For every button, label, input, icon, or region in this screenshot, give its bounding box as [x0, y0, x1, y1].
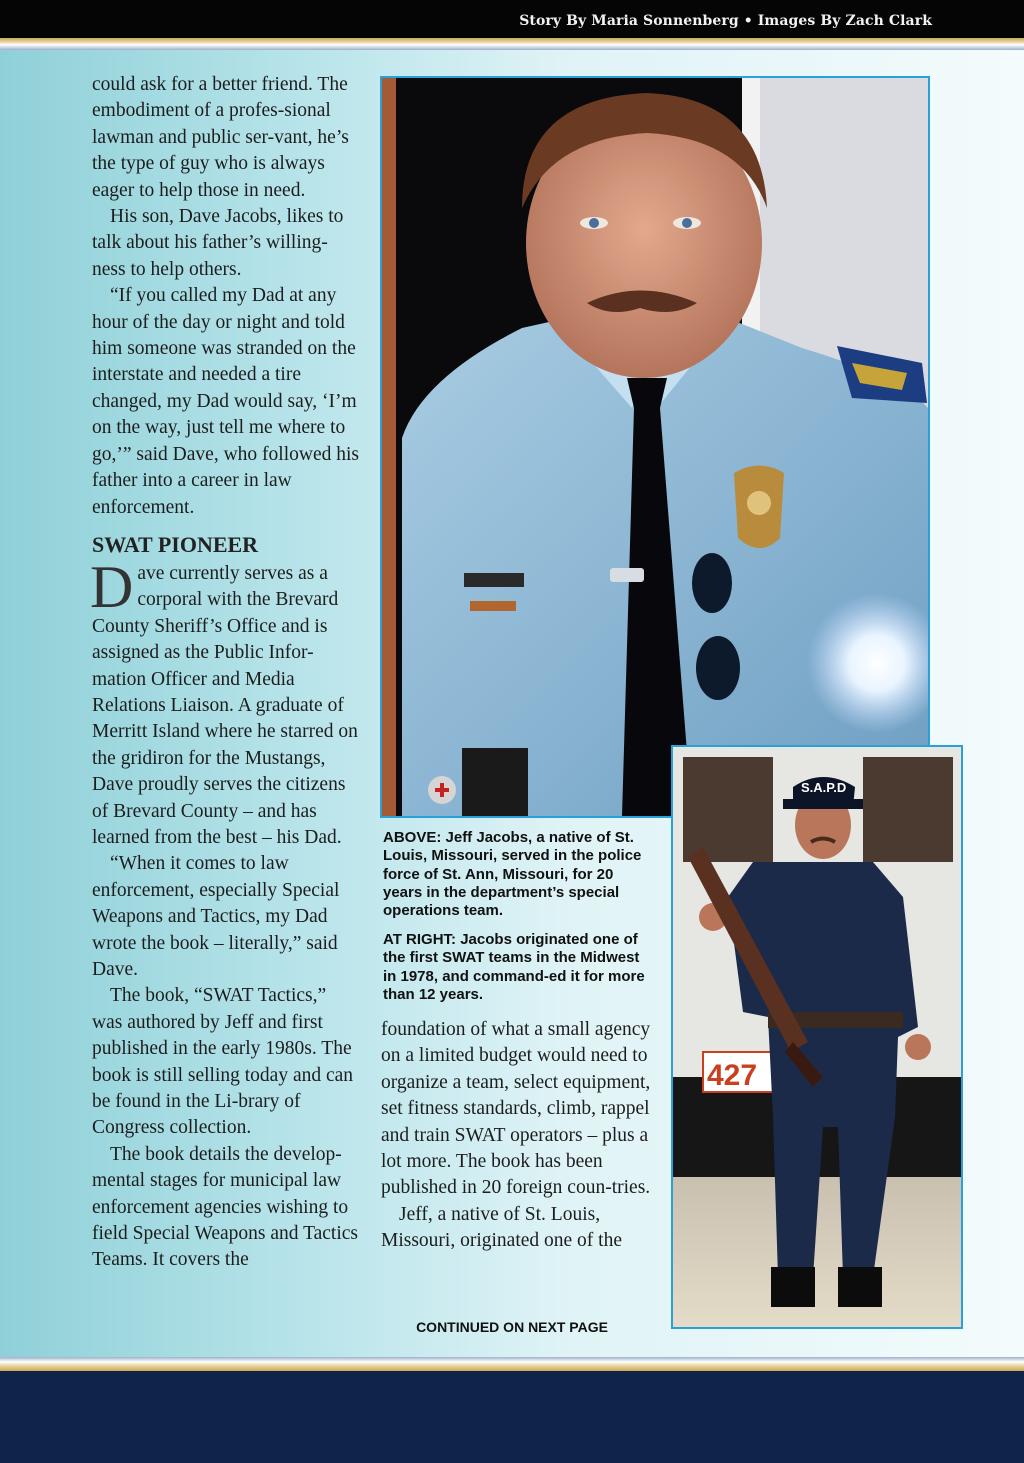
cap-text: S.A.P.D [801, 780, 847, 795]
article-column-1 [92, 72, 360, 1274]
dropcap-paragraph-text: ave currently serves as a corporal with the Brevard County Sheriff’s Office and is assigned as the Public Infor-mation Officer and Media Relations Liaison. A graduate of Merritt Island where he starred on the gridiron for the Mustangs, Dave proudly serves the citizens of Brevard County – and has learned from the best – his Dad. [92, 562, 358, 848]
bottom-gold-stripe [0, 1357, 1024, 1371]
swat-photo [671, 745, 963, 1329]
top-gold-stripe [0, 38, 1024, 50]
dropcap-paragraph [90, 553, 360, 851]
paragraph: The book details the develop-mental stages for municipal law enforcement agencies wishing to field Special Weapons and Tactics Teams. It covers the [92, 1143, 359, 1271]
swat-illustration [673, 747, 961, 1327]
paragraph: foundation of what a small agency on a limited budget would need to organize a team, select equipment, set fitness standards, climb, rappel and train SWAT operators – plus a lot more. The book has been published in 20 foreign coun-tries. [381, 1019, 651, 1199]
drop-cap: D [90, 553, 134, 620]
paragraph: could ask for a better friend. The embodiment of a profes-sional lawman and public ser-vant, he’s the type of guy who is always eager to help those in need. [92, 74, 349, 201]
article-column-2 [381, 1017, 653, 1255]
paragraph: Jeff, a native of St. Louis, Missouri, originated one of the [381, 1203, 622, 1252]
caption-right: AT RIGHT: Jacobs originated one of the first SWAT teams in the Midwest in 1978, and command-ed it for more than 12 years. [383, 931, 645, 1003]
top-bar [0, 0, 1024, 38]
portrait-illustration [382, 78, 928, 816]
paragraph: “If you called my Dad at any hour of the day or night and told him someone was stranded on the interstate and needed a tire changed, my Dad would say, ‘I’m on the way, just tell me where to go,’” said Dave, who followed his father into a career in law enforcement. [92, 285, 359, 518]
footer-band [0, 1371, 1024, 1463]
paragraph: The book, “SWAT Tactics,” was authored by Jeff and first published in the early 1980s. The book is still selling today and can be found in the Li-brary of Congress collection. [92, 985, 354, 1139]
caption-above: ABOVE: Jeff Jacobs, a native of St. Louis, Missouri, served in the police force of St. Ann, Missouri, for 20 years in the department’s special operations team. [383, 829, 642, 920]
paragraph: His son, Dave Jacobs, likes to talk about his father’s willing-ness to help others. [92, 206, 344, 280]
section-heading: SWAT PIONEER [92, 531, 259, 557]
portrait-photo [380, 76, 930, 818]
vehicle-number: 427 [707, 1059, 758, 1092]
continued-notice: CONTINUED ON NEXT PAGE [416, 1319, 608, 1335]
byline: Story By Maria Sonnenberg • Images By Zach Clark [519, 13, 932, 29]
paragraph: “When it comes to law enforcement, especially Special Weapons and Tactics, my Dad wrote the book – literally,” said Dave. [92, 853, 340, 980]
